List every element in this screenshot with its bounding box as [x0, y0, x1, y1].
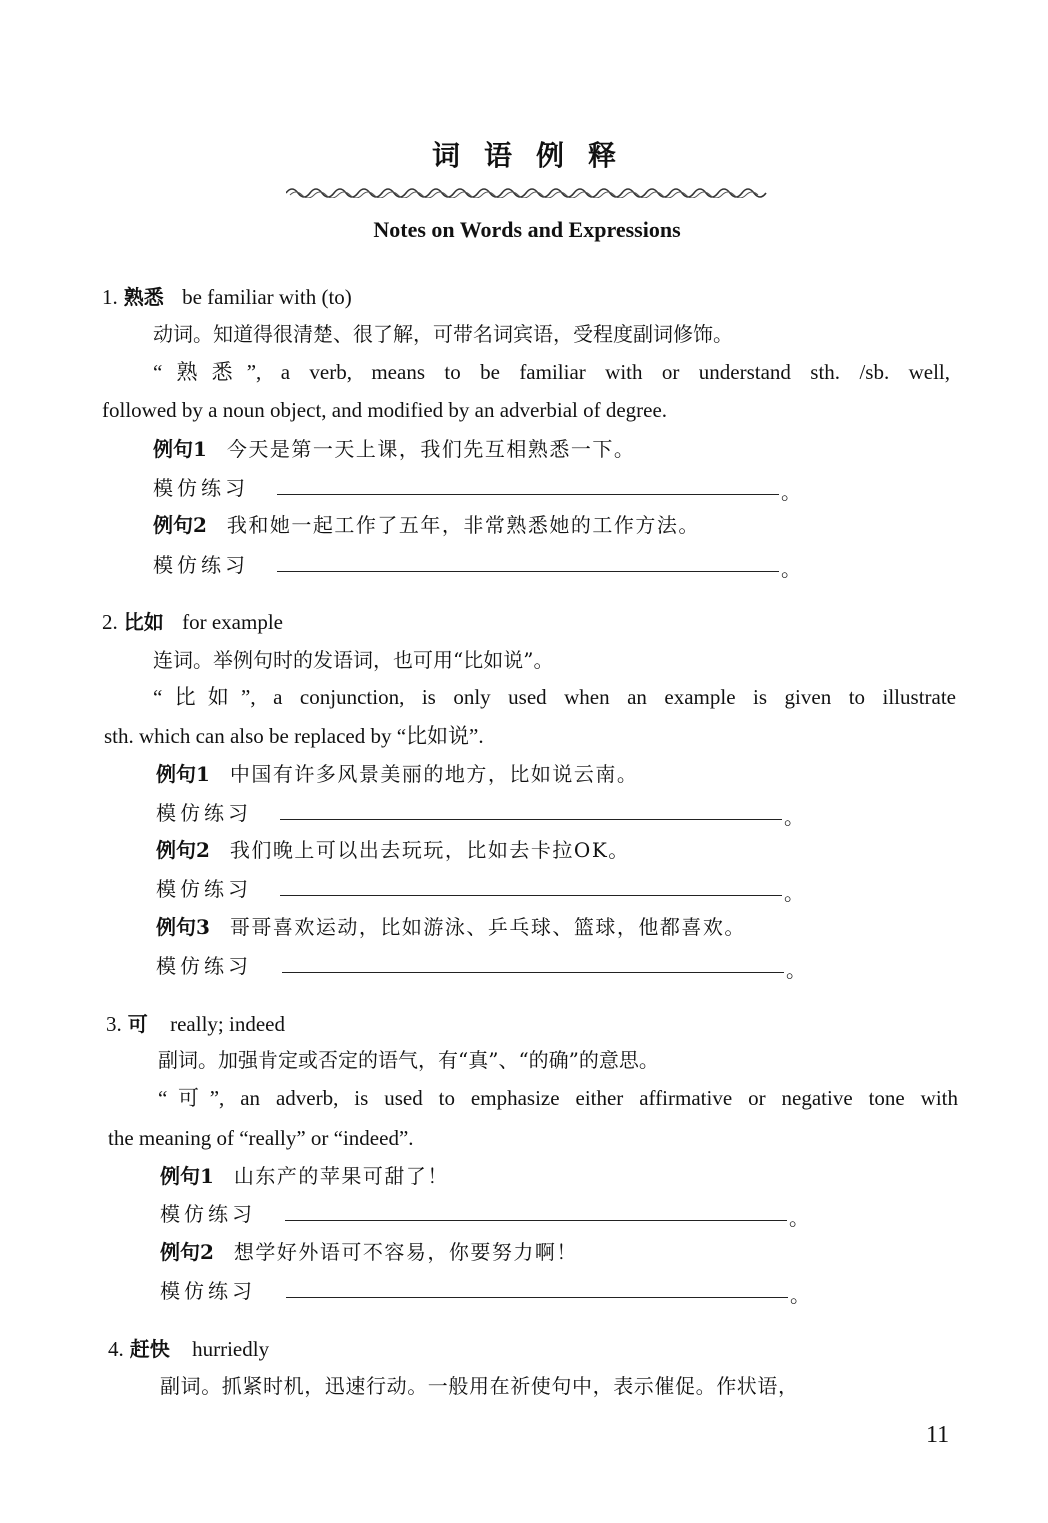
- entry-number: 2.: [102, 610, 118, 634]
- example-sentence: [156, 913, 746, 941]
- entry-number: 4.: [108, 1337, 124, 1361]
- definition-chinese: 动词。知道得很清楚、很了解，可带名词宾语，受程度副词修饰。: [153, 322, 733, 346]
- section-title-english: Notes on Words and Expressions: [373, 217, 681, 242]
- definition-english: “熟悉”, a verb, means to be familiar with or understand sth. /sb. well,: [153, 360, 950, 384]
- example-sentence: [160, 1238, 578, 1266]
- practice-period: 。: [790, 1283, 810, 1307]
- entry-heading: [106, 1010, 285, 1038]
- definition-english-cont: the meaning of “really” or “indeed”.: [108, 1126, 414, 1150]
- practice-period: 。: [784, 881, 804, 905]
- practice-blank[interactable]: [285, 1220, 787, 1221]
- practice-period: 。: [781, 557, 801, 581]
- definition-chinese: 副词。抓紧时机，迅速行动。一般用在祈使句中，表示催促。作状语，: [160, 1374, 799, 1398]
- entry-heading: [102, 283, 352, 311]
- practice-period: 。: [781, 480, 801, 504]
- example-sentence: [160, 1162, 449, 1190]
- entry-number: 1.: [102, 285, 118, 309]
- example-text: 今天是第一天上课，我们先互相熟悉一下。: [226, 437, 636, 461]
- example-label: 例句2: [160, 1240, 214, 1264]
- practice-label: 模仿练习: [156, 877, 252, 901]
- practice-label: 模仿练习: [156, 954, 252, 978]
- practice-label: 模仿练习: [160, 1202, 256, 1226]
- example-label: 例句3: [156, 915, 210, 939]
- definition-chinese: 副词。加强肯定或否定的语气，有“真”、“的确”的意思。: [158, 1048, 659, 1072]
- practice-period: 。: [789, 1206, 809, 1230]
- example-sentence: [153, 511, 700, 539]
- entry-gloss: really; indeed: [170, 1012, 285, 1036]
- example-text: 我和她一起工作了五年，非常熟悉她的工作方法。: [226, 513, 700, 537]
- practice-label: 模仿练习: [153, 476, 249, 500]
- definition-chinese: 连词。举例句时的发语词，也可用“比如说”。: [153, 648, 554, 672]
- entry-headword: 比如: [123, 610, 164, 634]
- definition-english-cont: followed by a noun object, and modified by an adverbial of degree.: [102, 398, 668, 422]
- example-text: 中国有许多风景美丽的地方，比如说云南。: [229, 762, 639, 786]
- example-text: 哥哥喜欢运动，比如游泳、乒乓球、篮球，他都喜欢。: [229, 915, 746, 939]
- practice-period: 。: [784, 805, 804, 829]
- practice-blank[interactable]: [286, 1297, 788, 1298]
- entry-heading: [102, 608, 283, 636]
- wavy-divider: [286, 184, 770, 198]
- example-sentence: [156, 836, 630, 864]
- entry-headword: 熟悉: [123, 285, 164, 309]
- practice-blank[interactable]: [277, 571, 779, 572]
- entry-headword: 可: [127, 1012, 148, 1036]
- entry-gloss: for example: [182, 610, 283, 634]
- definition-english: “比如”, a conjunction, is only used when an example is given to illustrate: [153, 685, 956, 709]
- entry-gloss: be familiar with (to): [182, 285, 352, 309]
- example-label: 例句2: [153, 513, 207, 537]
- example-label: 例句2: [156, 838, 210, 862]
- practice-label: 模仿练习: [160, 1279, 256, 1303]
- example-label: 例句1: [153, 437, 207, 461]
- entry-heading: [108, 1335, 269, 1363]
- example-label: 例句1: [160, 1164, 214, 1188]
- entry-gloss: hurriedly: [192, 1337, 270, 1361]
- example-text: 山东产的苹果可甜了！: [233, 1164, 449, 1188]
- practice-period: 。: [786, 958, 806, 982]
- example-sentence: [153, 435, 635, 463]
- page-number: 11: [926, 1422, 950, 1448]
- practice-blank[interactable]: [282, 972, 784, 973]
- definition-english: “可”, an adverb, is used to emphasize either affirmative or negative tone with: [158, 1086, 958, 1110]
- entry-number: 3.: [106, 1012, 122, 1036]
- practice-label: 模仿练习: [153, 553, 249, 577]
- example-text: 想学好外语可不容易，你要努力啊！: [233, 1240, 578, 1264]
- practice-label: 模仿练习: [156, 801, 252, 825]
- example-label: 例句1: [156, 762, 210, 786]
- example-sentence: [156, 760, 638, 788]
- entry-headword: 赶快: [129, 1337, 170, 1361]
- example-text: 我们晚上可以出去玩玩，比如去卡拉OK。: [229, 838, 630, 862]
- practice-blank[interactable]: [277, 494, 779, 495]
- definition-english-cont: sth. which can also be replaced by “比如说”.: [104, 724, 484, 748]
- practice-blank[interactable]: [280, 819, 782, 820]
- practice-blank[interactable]: [280, 895, 782, 896]
- section-title-chinese: 词语例释: [431, 139, 640, 172]
